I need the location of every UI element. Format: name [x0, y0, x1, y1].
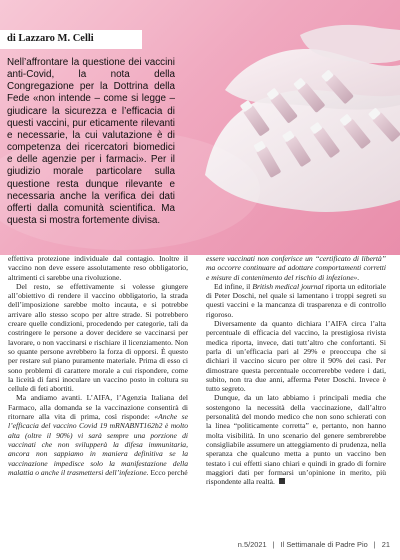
page-number: 21 [381, 540, 390, 549]
footer-separator: | [272, 540, 275, 549]
body-paragraph [206, 282, 386, 319]
paragraph-text: Ma andiamo avanti. L’AIFA, l’Agenzia Italiana del Farmaco, alla domanda se la vaccinazione consentirà di ritornare alla vita di prima, così risponde: [8, 393, 188, 422]
body-paragraph [8, 393, 188, 477]
end-of-article-mark [279, 478, 285, 484]
magazine-name: Il Settimanale di Padre Pio [280, 540, 368, 549]
issue-number: n.5/2021 [237, 540, 267, 549]
paragraph-text: Dunque, da un lato abbiamo i principali media che sostengono la necessità della vaccinazione, dall’altro personalità del mondo medico che non sono schierati con la linea “politicamente corretta” e, pertanto, non hanno molta visibilità. In uno scenario del genere sembrerebbe consigliabile assumere un atteggiamento di prudenza, nella speranza che qualcuno metta a punto un vaccino ben testato i cui effetti siano chiari e quindi in grado di fornire maggiori dati per formarsi un’opinione in merito, più rispondente alla realtà. [206, 393, 386, 487]
paragraph-text: Ecco perché [148, 467, 188, 477]
body-paragraph [206, 254, 386, 282]
paragraph-text: Ed infine, il [214, 281, 253, 291]
italic-quote: «Anche se l’efficacia del vaccino Covid 19 mRNABNT162b2 è molto alta (oltre il 90%) vi sarà sempre una porzione di vaccinati che non svilupperà la difesa immunitaria, ancora non sappiamo in maniera definitiva se la vaccinazione impedisce solo la manifestazione della malattia o anche il trasmettersi dell’infezione. [8, 412, 188, 477]
footer-separator: | [373, 540, 376, 549]
journal-name: British medical journal [252, 281, 324, 291]
body-paragraph: effettiva protezione individuale dal contagio. Inoltre il vaccino non deve essere assolutamente reso obbligatorio, altrimenti ci sarebbe una rivoluzione. [8, 254, 188, 282]
article-intro: Nell’affrontare la questione dei vaccini anti-Covid, la nota della Congregazione per la Dottrina della Fede «non intende – come si legge – giudicare la sicurezza e l’efficacia di questi vaccini, pur eticamente rilevanti e necessarie, la cui valutazione è di competenza dei ricercatori biomedici e delle agenzie per i farmaci». Per il giudizio morale particolare sulla questione resta dunque rilevante e necessaria anche la verifica dei dati offerti dalla comunità scientifica. Ma questa si mostra fortemente divisa. [7, 57, 175, 227]
body-column-left [8, 254, 188, 477]
body-column-right [206, 254, 386, 486]
body-paragraph [206, 393, 386, 486]
page-footer [236, 540, 392, 549]
body-paragraph: Diversamente da quanto dichiara l’AIFA circa l’alta percentuale di efficacia del vaccino, la prestigiosa rivista medica riporta, invece, dati tutt’altro che confortanti. Si parla di un’efficacia pari al 29% e preoccupa che si dichiari il vaccino sicuro per oltre il 90% dei casi. Per dimostrare questa percentuale occorrerebbe vedere i dati, subito, non tra due anni, afferma Peter Doschi. Invece è tutto segreto. [206, 319, 386, 394]
italic-quote: essere vaccinati non conferisce un “certificato di libertà” ma occorre continuare ad adottare comportamenti corretti e misure di contenimento del rischio di infezione». [206, 254, 386, 282]
article-byline: di Lazzaro M. Celli [7, 33, 94, 44]
body-paragraph: Del resto, se effettivamente si volesse giungere all’obiettivo di rendere il vaccino obbligatorio, la strada dell’imposizione sarebbe molto incauta, e si potrebbe arrivare allo stesso scopo per altre strade. Si potrebbero creare quelle condizioni, procedendo per categorie, tali da costringere le persone a dover decidere se vaccinarsi per lavorare, o non vaccinarsi e rischiare il licenziamento. Non so quante persone avrebbero la forza di opporsi. È questo per restare sul piano puramente materiale. Prima di esso ci sono problemi di carattere morale a cui rispondere, come la liceità di farsi inoculare un vaccino posto in coltura su cellule di feti abortiti. [8, 281, 188, 394]
paragraph-text: riporta un editoriale di Peter Doschi, nel quale si lamentano i troppi segreti su questi vaccini e la mancanza di trasparenza e di controllo rigoroso. [206, 281, 386, 319]
